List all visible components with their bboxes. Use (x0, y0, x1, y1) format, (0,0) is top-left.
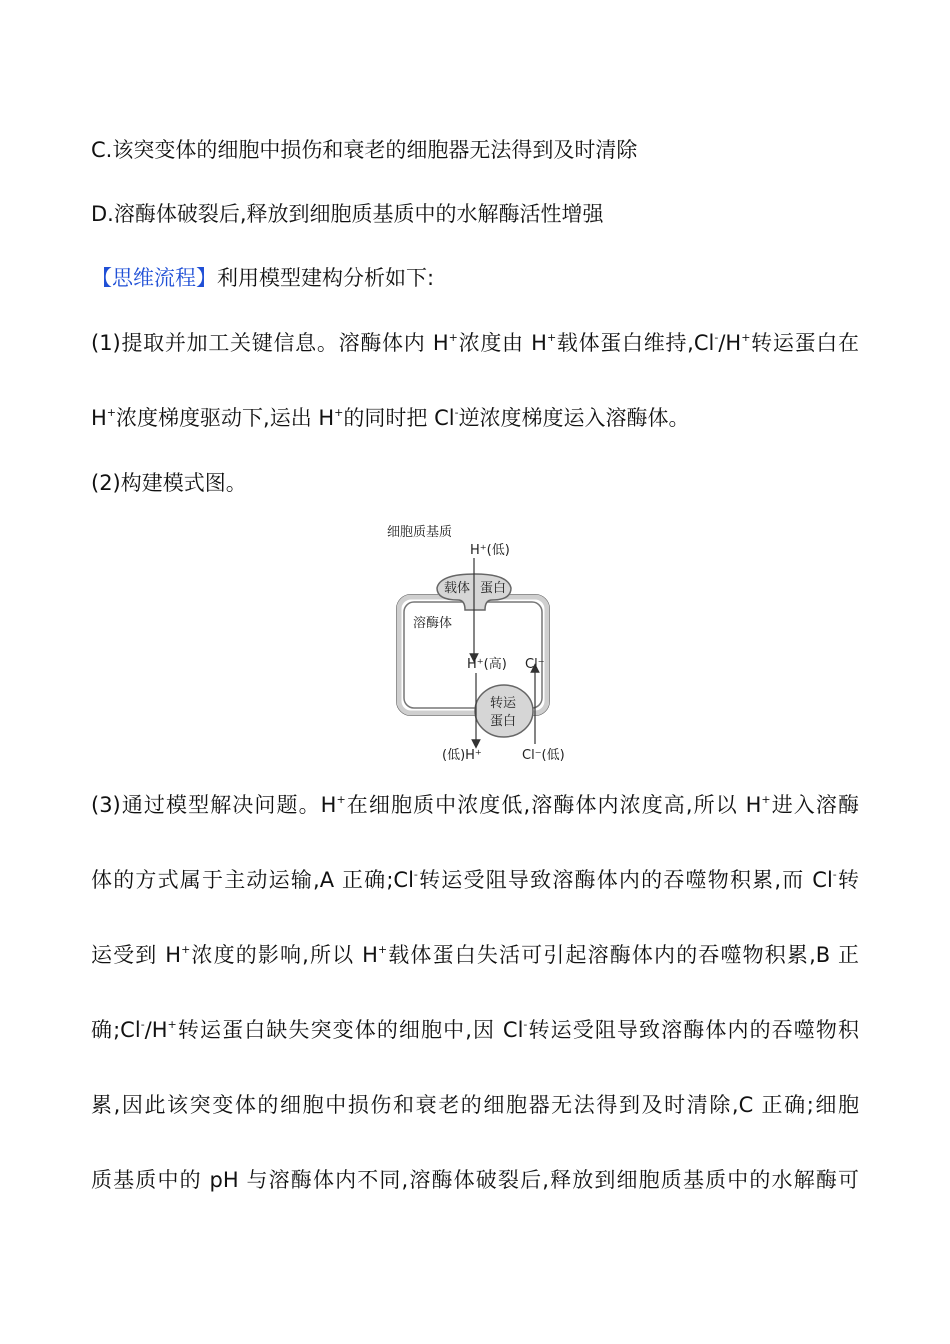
cl-label: Cl⁻ (525, 657, 545, 672)
step3-line2: 体的方式属于主动运输,A 正确;Cl-转运受阻导致溶酶体内的吞噬物积累,而 Cl-转 (91, 868, 859, 892)
transporter-label-a: 转运 (490, 696, 517, 711)
thinking-flow-text: 利用模型建构分析如下: (217, 266, 435, 290)
step1-line2: H+浓度梯度驱动下,运出 H+的同时把 Cl-逆浓度梯度运入溶酶体。 (91, 406, 690, 430)
step3-line6: 质基质中的 pH 与溶酶体内不同,溶酶体破裂后,释放到细胞质基质中的水解酶可 (91, 1168, 859, 1192)
step3-line4: 确;Cl-/H+转运蛋白缺失突变体的细胞中,因 Cl-转运受阻导致溶酶体内的吞噬物积 (91, 1018, 859, 1042)
transporter-label-b: 蛋白 (490, 714, 517, 729)
cl-low-label: Cl⁻(低) (522, 748, 565, 763)
option-d: D.溶酶体破裂后,释放到细胞质基质中的水解酶活性增强 (91, 202, 604, 226)
step3-line3: 运受到 H+浓度的影响,所以 H+载体蛋白失活可引起溶酶体内的吞噬物积累,B 正 (91, 943, 859, 967)
option-c: C.该突变体的细胞中损伤和衰老的细胞器无法得到及时清除 (91, 138, 638, 162)
lysosome-label: 溶酶体 (413, 616, 453, 631)
h-low-top-label: H⁺(低) (470, 543, 510, 558)
carrier-label-a: 载体 (444, 581, 471, 596)
step3-line5: 累,因此该突变体的细胞中损伤和衰老的细胞器无法得到及时清除,C 正确;细胞 (91, 1093, 859, 1117)
h-low-bottom-label: (低)H⁺ (442, 748, 482, 763)
step2-title: (2)构建模式图。 (91, 471, 247, 495)
cytoplasm-label: 细胞质基质 (387, 525, 453, 540)
carrier-label-b: 蛋白 (480, 581, 507, 596)
step3-line1: (3)通过模型解决问题。H+在细胞质中浓度低,溶酶体内浓度高,所以 H+进入溶酶 (91, 793, 859, 817)
lysosome-diagram (380, 518, 570, 768)
thinking-flow (91, 263, 434, 293)
transporter-protein-shape (475, 685, 533, 737)
step1-line1: (1)提取并加工关键信息。溶酶体内 H+浓度由 H+载体蛋白维持,Cl-/H+转运蛋白在 (91, 331, 859, 355)
thinking-flow-label: 【思维流程】 (91, 266, 217, 290)
h-high-label: H⁺(高) (467, 657, 507, 672)
